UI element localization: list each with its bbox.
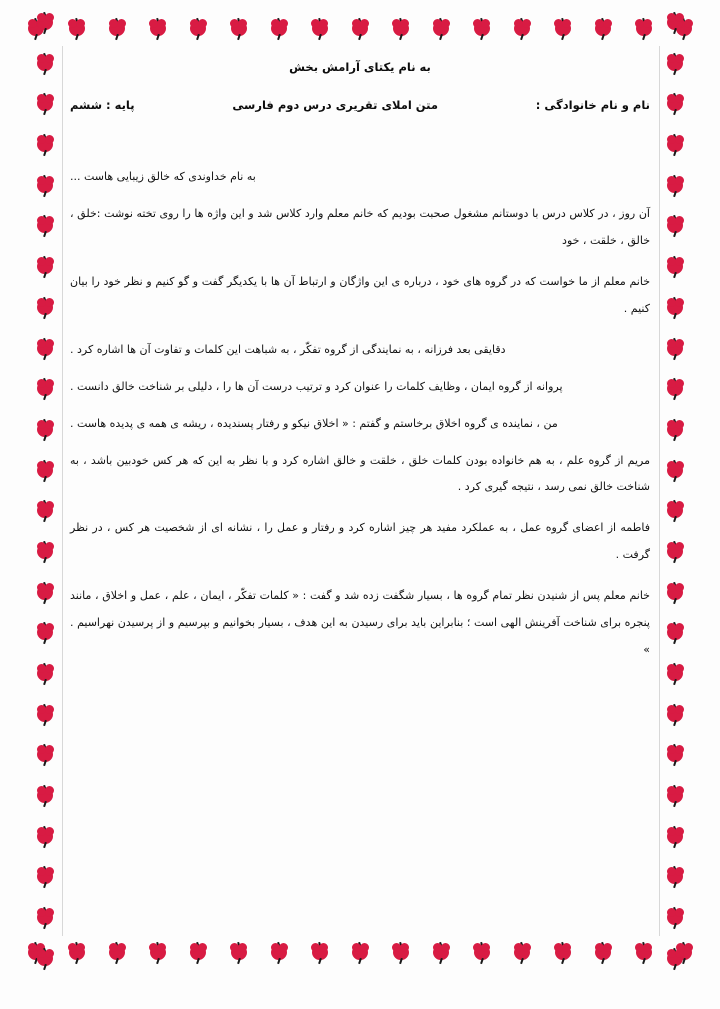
heart-icon	[150, 18, 166, 40]
heart-icon	[667, 12, 683, 34]
heart-icon	[190, 942, 206, 964]
paragraph: دقایقی بعد فرزانه ، به نمایندگی از گروه تفکّر ، به شباهت این کلمات و تفاوت آن ها اشاره کرد .	[70, 342, 506, 356]
heart-icon	[667, 297, 683, 319]
heart-icon	[37, 215, 53, 237]
paragraph: خانم معلم از ما خواست که در گروه های خود ، درباره ی این واژگان و ارتباط آن ها با یکدیگر گفت و گو کنیم و نظر خود را بیان کنیم .	[70, 274, 650, 315]
heart-icon	[676, 18, 692, 40]
paragraph: پروانه از گروه ایمان ، وظایف کلمات را عنوان کرد و ترتیب درست آن ها را ، دلیلی بر شناخت خالق دانست .	[70, 379, 563, 393]
heart-icon	[433, 18, 449, 40]
heart-icon	[37, 663, 53, 685]
heart-icon	[667, 744, 683, 766]
heart-icon	[190, 18, 206, 40]
heart-icon	[37, 378, 53, 400]
heart-icon	[393, 18, 409, 40]
heart-icon	[667, 419, 683, 441]
paragraph: خانم معلم پس از شنیدن نظر تمام گروه ها ، بسیار شگفت زده شد و گفت : « کلمات تفکّر ، ایمان ، علم ، عمل و اخلاق ، مانند پنجره برای شناخت آفرینش الهی است ؛ بنابراین باید برای رسیدن به این هدف ، بسیار بخوانیم و بپرسیم و از پرسیدن نهراسیم . »	[70, 589, 650, 657]
heart-icon	[667, 378, 683, 400]
document-title: متن املای تقریری درس دوم فارسی	[232, 98, 438, 112]
basmalah-heading: به نام یکتای آرامش بخش	[289, 60, 431, 74]
heart-icon	[37, 338, 53, 360]
heart-icon	[667, 785, 683, 807]
heart-icon	[555, 942, 571, 964]
grade-label: پایه : ششم	[70, 98, 135, 112]
paragraph: به نام خداوندی که خالق زیبایی هاست ...	[70, 170, 256, 183]
heart-icon	[37, 744, 53, 766]
heart-icon	[514, 942, 530, 964]
heart-icon	[474, 942, 490, 964]
heart-icon	[474, 18, 490, 40]
heart-icon	[37, 460, 53, 482]
heart-icon	[595, 18, 611, 40]
heart-icon	[37, 582, 53, 604]
heart-border-left	[28, 12, 62, 970]
heart-icon	[37, 12, 53, 34]
heart-icon	[37, 297, 53, 319]
heart-icon	[312, 942, 328, 964]
heart-icon	[37, 785, 53, 807]
paragraph: مریم از گروه علم ، به هم خانواده بودن کلمات خلق ، خلقت و خالق اشاره کرد و با نظر به این که هر کس خودبین باشد ، به شناخت خالق نمی رسد ، نتیجه گیری کرد .	[70, 453, 650, 494]
heart-icon	[667, 500, 683, 522]
heart-icon	[667, 948, 683, 970]
heart-icon	[37, 419, 53, 441]
heart-icon	[37, 500, 53, 522]
heart-icon	[667, 582, 683, 604]
heart-icon	[667, 134, 683, 156]
heart-icon	[595, 942, 611, 964]
heart-icon	[433, 942, 449, 964]
heart-icon	[37, 541, 53, 563]
heart-icon	[69, 942, 85, 964]
heart-icon	[667, 622, 683, 644]
heart-icon	[555, 18, 571, 40]
heart-icon	[37, 907, 53, 929]
heart-icon	[109, 18, 125, 40]
heart-border-bottom	[28, 936, 692, 970]
paragraph: فاطمه از اعضای گروه عمل ، به عملکرد مفید هر چیز اشاره کرد و رفتار و عمل را ، نشانه ای از شخصیت هر کس ، در نظر گرفت .	[70, 521, 650, 562]
heart-icon	[667, 215, 683, 237]
heart-icon	[667, 338, 683, 360]
heart-icon	[37, 948, 53, 970]
heart-icon	[271, 942, 287, 964]
heart-icon	[231, 18, 247, 40]
form-header-row	[64, 98, 656, 112]
heart-icon	[667, 704, 683, 726]
student-name-label: نام و نام خانوادگی :	[535, 98, 650, 112]
heart-icon	[28, 942, 44, 964]
heart-icon	[150, 942, 166, 964]
heart-icon	[667, 907, 683, 929]
heart-icon	[37, 866, 53, 888]
heart-icon	[28, 18, 44, 40]
heart-icon	[636, 18, 652, 40]
heart-icon	[37, 826, 53, 848]
heart-icon	[667, 53, 683, 75]
heart-icon	[667, 93, 683, 115]
document-content	[64, 60, 656, 664]
dictation-text-body	[64, 164, 656, 664]
heart-icon	[312, 18, 328, 40]
heart-border-right	[658, 12, 692, 970]
heart-icon	[37, 256, 53, 278]
paragraph: آن روز ، در کلاس درس با دوستانم مشغول صحبت بودیم که خانم معلم وارد کلاس شد و این واژه ها را روی تخته نوشت :خلق ، خالق ، خلقت ، خود	[70, 206, 650, 247]
heart-icon	[514, 18, 530, 40]
heart-icon	[667, 541, 683, 563]
heart-icon	[352, 942, 368, 964]
heart-icon	[636, 942, 652, 964]
heart-icon	[667, 866, 683, 888]
heart-icon	[37, 93, 53, 115]
heart-icon	[69, 18, 85, 40]
heart-icon	[676, 942, 692, 964]
heart-icon	[667, 175, 683, 197]
heart-icon	[352, 18, 368, 40]
heart-icon	[37, 704, 53, 726]
paragraph: من ، نماینده ی گروه اخلاق برخاستم و گفتم : « اخلاق نیکو و رفتار پسندیده ، ریشه ی همه ی پدیده هاست .	[70, 416, 558, 430]
heart-icon	[37, 134, 53, 156]
heart-icon	[667, 826, 683, 848]
heart-icon	[37, 175, 53, 197]
heart-icon	[271, 18, 287, 40]
heart-icon	[37, 622, 53, 644]
heart-icon	[109, 942, 125, 964]
heart-icon	[37, 53, 53, 75]
heart-icon	[667, 460, 683, 482]
heart-border-top	[28, 12, 692, 46]
heart-icon	[393, 942, 409, 964]
heart-icon	[231, 942, 247, 964]
heart-icon	[667, 256, 683, 278]
heart-icon	[667, 663, 683, 685]
